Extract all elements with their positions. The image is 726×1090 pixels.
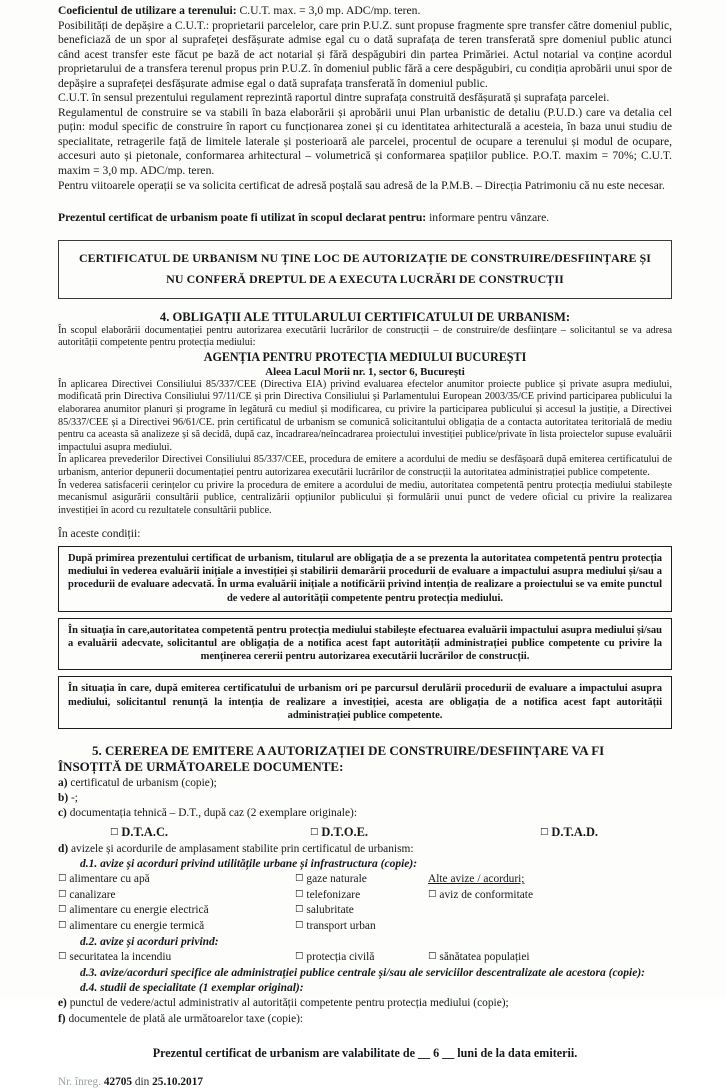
doc-item-d4-title: d.4. studii de specialitate (1 exemplar original): xyxy=(80,981,304,994)
registration-mid: din xyxy=(134,1075,150,1088)
dt-option-dtad-label: D.T.A.D. xyxy=(551,824,598,839)
checkbox-label: protecția civilă xyxy=(306,950,375,963)
checkbox-icon[interactable]: ☐ xyxy=(58,873,67,885)
doc-item-d1-title: d.1. avize și acorduri privind utilitățile urbane și infrastructura (copie): xyxy=(80,857,418,870)
checkbox-item-salubritate[interactable] xyxy=(295,903,428,919)
registration-prefix: Nr. înreg. xyxy=(58,1075,101,1088)
checkbox-label: gaze naturale xyxy=(306,873,367,886)
d2-checkbox-grid xyxy=(58,950,672,966)
doc-item-f-text: documentele de plată ale următoarelor taxe (copie): xyxy=(65,1012,304,1025)
condition-box-1-text: După primirea prezentului certificat de urbanism, titularul are obligația de a se prezenta la autoritatea competentă pentru protecția mediului în vederea evaluării inițiale a investiției și stabilirii demarării procedurii de evaluare a impactului asupra mediului și/sau a procedurii de evaluare adecvată. În urma evaluării inițiale a notificării privind intenția de realizare a proiectului se va emite punctul de vedere al autorității competente pentru protecția mediului. xyxy=(68,552,662,604)
paragraph-depasire-cut: Posibilități de depășire a C.U.T.: proprietarii parcelelor, care prin P.U.Z. sunt propuse fragmente spre transfer către domeniul public, beneficiază de un spor al suprafeței desfășurate admise egal cu o dată suprafața de teren transferată spre domeniul public atunci când acest transfer este făcut pe bază de act notarial și fără despăgubiri din partea Primăriei. Actul notarial va conține acordul proprietarului de a transfera terenul propus prin P.U.Z. în domeniul public fără a cere despăgubiri, cu condiția aprobării unui spor de depășire a suprafeței desfășurate admise egal o dată suprafața transferată în domeniul public. xyxy=(58,18,672,90)
condition-box-2 xyxy=(58,618,672,671)
doc-item-d3-title: d.3. avize/acorduri specifice ale administrației publice centrale și/sau ale serviciilor descentralizate ale acestora (copie): xyxy=(80,966,646,979)
checkbox-item-protectia-civila[interactable] xyxy=(295,950,428,966)
dt-option-dtac-label: D.T.A.C. xyxy=(121,824,168,839)
checkbox-item-securitate-incendiu[interactable] xyxy=(58,950,295,966)
checkbox-icon[interactable]: ☐ xyxy=(295,888,304,900)
checkbox-item-gaze-naturale[interactable] xyxy=(295,872,428,888)
validity-line xyxy=(58,1045,672,1061)
doc-item-c-label: c) xyxy=(58,807,67,820)
doc-item-d3-title-wrap xyxy=(58,966,672,981)
agency-address: Aleea Lacul Morii nr. 1, sector 6, București xyxy=(265,365,465,378)
doc-item-c xyxy=(58,806,672,821)
doc-item-e xyxy=(58,996,672,1011)
validity-prefix: Prezentul certificat de urbanism are valabilitate de __ xyxy=(152,1045,431,1060)
checkbox-icon[interactable]: ☐ xyxy=(428,888,437,900)
notice-line-1: CERTIFICATUL DE URBANISM NU ȚINE LOC DE AUTORIZAȚIE DE CONSTRUIRE/DESFIINȚARE ȘI xyxy=(78,250,652,265)
checkbox-icon[interactable]: ☐ xyxy=(58,904,67,916)
checkbox-item-alimentare-apa[interactable] xyxy=(58,872,295,888)
dt-options-row xyxy=(58,823,672,841)
doc-item-d2-title-wrap xyxy=(58,935,672,950)
scop-declarat-line xyxy=(58,211,672,226)
section-4-intro: În scopul elaborării documentației pentru autorizarea executării lucrărilor de construcții – de construire/de desființare – solicitantul se va adresa autorității competente pentru protecția mediului: xyxy=(58,324,672,349)
paragraph-directive-2: În aplicarea prevederilor Directivei Consiliului 85/337/CEE, procedura de emitere a acordului de mediu se desfășoară după emiterea certificatului de urbanism, anterior depunerii documentației pentru autorizarea executării lucrărilor de construcții la autoritatea administrației publice competente. xyxy=(58,454,672,478)
dt-option-dtoe[interactable] xyxy=(310,823,540,841)
document-content xyxy=(58,4,672,1090)
checkbox-icon[interactable]: ☐ xyxy=(110,826,119,838)
doc-item-b xyxy=(58,791,672,806)
checkbox-item-energie-electrica[interactable] xyxy=(58,903,295,919)
checkbox-label: transport urban xyxy=(306,919,376,932)
checkbox-label: sănătatea populației xyxy=(439,950,530,963)
notice-line-2: NU CONFERĂ DREPTUL DE A EXECUTA LUCRĂRI DE CONSTRUCȚII xyxy=(166,271,564,286)
d2-column-1 xyxy=(58,950,295,966)
d1-column-3 xyxy=(428,872,628,934)
in-aceste-conditii-label: În aceste condiții: xyxy=(58,527,141,541)
doc-item-e-label: e) xyxy=(58,997,67,1010)
checkbox-label: canalizare xyxy=(69,888,116,901)
checkbox-item-energie-termica[interactable] xyxy=(58,919,295,935)
d1-column-1 xyxy=(58,872,295,934)
paragraph-regulament-construire: Regulamentul de construire se va stabili în baza elaborării și aprobării unui Plan urbanistic de detaliu (P.U.D.) care va detalia cel puțin: modul specific de construire în raport cu funcționarea zonei și cu identitatea arhitecturală a acesteia, în baza unui studiu de specialitate, retragerile față de limitele laterale și posterioară ale parcelei, procentul de ocupare a terenului și modul de ocupare, accesuri auto și pietonale, conformarea arhitectural – volumetrică și conformarea spațiilor publice. P.O.T. maxim = 70%; C.U.T. maxim = 3,0 mp. ADC/mp. teren. xyxy=(58,105,672,178)
section-5-title-line-2: ÎNSOȚITĂ DE URMĂTOARELE DOCUMENTE: xyxy=(58,759,344,775)
checkbox-label: alimentare cu apă xyxy=(69,873,150,886)
notice-box xyxy=(58,240,672,299)
checkbox-item-aviz-conformitate[interactable] xyxy=(428,888,628,904)
doc-item-d1-title-wrap xyxy=(58,857,672,872)
checkbox-item-canalizare[interactable] xyxy=(58,888,295,904)
section-4-title: 4. OBLIGAȚII ALE TITULARULUI CERTIFICATULUI DE URBANISM: xyxy=(159,309,571,324)
checkbox-label: salubritate xyxy=(306,904,354,917)
doc-item-d2-title: d.2. avize și acorduri privind: xyxy=(80,935,219,948)
agency-name: AGENȚIA PENTRU PROTECȚIA MEDIULUI BUCUREȘTI xyxy=(203,349,527,364)
checkbox-icon[interactable]: ☐ xyxy=(428,950,437,962)
condition-box-3 xyxy=(58,676,672,729)
checkbox-label: aviz de conformitate xyxy=(439,888,534,901)
doc-item-d-text: avizele și acordurile de amplasament stabilite prin certificatul de urbanism: xyxy=(68,842,414,855)
doc-item-e-text: punctul de vedere/actul administrativ al autorității competente pentru protecția mediului (copie); xyxy=(66,997,509,1010)
condition-box-2-text: În situația în care,autoritatea competentă pentru protecția mediului stabilește efectuarea evaluării impactului asupra mediului și/sau a evaluării adecvate, solicitantul are obligația de a notifica acest fapt autorității administrației publice competente cu privire la menținerea cererii pentru autorizarea executării lucrărilor de construcții. xyxy=(68,624,662,663)
checkbox-label: alimentare cu energie electrică xyxy=(69,904,209,917)
scop-declarat-label: Prezentul certificat de urbanism poate fi utilizat în scopul declarat pentru: xyxy=(58,211,427,225)
validity-months: 6 xyxy=(433,1045,440,1060)
checkbox-icon[interactable]: ☐ xyxy=(540,826,549,838)
checkbox-icon[interactable]: ☐ xyxy=(295,904,304,916)
cut-value: C.U.T. max. = 3,0 mp. ADC/mp. teren. xyxy=(236,4,421,17)
checkbox-icon[interactable]: ☐ xyxy=(310,826,319,838)
dt-option-dtad[interactable] xyxy=(540,823,670,841)
scop-declarat-value: informare pentru vânzare. xyxy=(426,211,550,225)
doc-item-b-text: -; xyxy=(68,792,78,805)
alte-avize-heading: Alte avize / acorduri; xyxy=(428,873,525,886)
condition-box-1 xyxy=(58,546,672,612)
checkbox-icon[interactable]: ☐ xyxy=(295,919,304,931)
checkbox-label: securitatea la incendiu xyxy=(69,950,172,963)
registration-date: 25.10.2017 xyxy=(152,1075,203,1088)
doc-item-f xyxy=(58,1012,672,1027)
checkbox-icon[interactable]: ☐ xyxy=(295,873,304,885)
doc-item-b-label: b) xyxy=(58,792,69,805)
section-5-title-line-1: 5. CEREREA DE EMITERE A AUTORIZAȚIEI DE CONSTRUIRE/DESFIINȚARE VA FI xyxy=(92,742,605,758)
doc-item-a xyxy=(58,776,672,791)
paragraph-cut xyxy=(58,4,672,19)
d1-column-2 xyxy=(295,872,428,934)
paragraph-directive-3: În vederea satisfacerii cerințelor cu privire la procedura de emitere a acordului de mediu, autoritatea competentă pentru protecția mediului stabilește mecanismul asigurării consultării publice, centralizării opțiunilor publicului și formulării unui punct de vedere oficial cu privire la realizarea investiției în acord cu rezultatele consultării publice. xyxy=(58,479,672,516)
doc-item-c-text: documentația tehnică – D.T., după caz (2 exemplare originale): xyxy=(66,807,357,820)
checkbox-icon[interactable]: ☐ xyxy=(58,950,67,962)
registration-line xyxy=(58,1075,672,1090)
checkbox-label: alimentare cu energie termică xyxy=(69,919,205,932)
checkbox-icon[interactable]: ☐ xyxy=(58,919,67,931)
doc-item-d-label: d) xyxy=(58,842,69,855)
checkbox-item-sanatatea-populatiei[interactable] xyxy=(428,950,628,966)
checkbox-icon[interactable]: ☐ xyxy=(58,888,67,900)
paragraph-cut-sens: C.U.T. în sensul prezentului regulament reprezintă raportul dintre suprafața construită desfășurată și suprafața parcelei. xyxy=(58,91,610,105)
d2-column-2 xyxy=(295,950,428,966)
dt-option-dtac[interactable] xyxy=(58,823,310,841)
paragraph-directive-1: În aplicarea Directivei Consiliului 85/337/CEE (Directiva EIA) privind evaluarea efectelor anumitor proiecte publice și private asupra mediului, modificată prin Directiva Consiliului 97/11/CE și prin Directiva Consiliului și Parlamentului European 2003/35/CE privind participarea publicului la elaborarea anumitor planuri și programe în legătură cu mediul și modificarea, cu privire la participarea publicului și accesul la justiție, a Directivei 85/337/CEE și a Directivei 96/61/CE. prin certificatul de urbanism se comunică solicitantului obligația de a contacta autoritatea teritorială de mediu pentru ca aceasta să analizeze și să decidă, după caz, încadrarea/neîncadrarea proiectului investiției publice/private în lista proiectelor supuse evaluării impactului asupra mediului. xyxy=(58,378,672,453)
checkbox-icon[interactable]: ☐ xyxy=(295,950,304,962)
cut-label: Coeficientul de utilizare a terenului: xyxy=(58,4,237,17)
dt-option-dtoe-label: D.T.O.E. xyxy=(321,824,368,839)
paragraph-viitoare-operatii: Pentru viitoarele operații se va solicita certificat de adresă poștală sau adresă de la P.M.B. – Direcția Patrimoniu că nu este necesar. xyxy=(58,178,665,192)
validity-suffix: __ luni de la data emiterii. xyxy=(442,1045,578,1060)
section-5-title xyxy=(58,743,672,760)
d1-checkbox-grid xyxy=(58,872,672,934)
doc-item-a-text: certificatul de urbanism (copie); xyxy=(67,776,217,789)
d2-column-3 xyxy=(428,950,628,966)
doc-item-d xyxy=(58,842,672,857)
doc-item-f-label: f) xyxy=(58,1012,66,1025)
checkbox-label: telefonizare xyxy=(306,888,361,901)
condition-box-3-text: În situația în care, după emiterea certificatului de urbanism ori pe parcursul derulării procedurii de evaluare a impactului asupra mediului, solicitantul renunță la intenția de realizare a investiției, acesta are obligația de a notifica acest fapt autorității administrației publice competente. xyxy=(68,683,662,721)
registration-number: 42705 xyxy=(103,1075,133,1088)
checkbox-item-telefonizare[interactable] xyxy=(295,888,428,904)
section-5-title-line-2-wrap xyxy=(58,759,672,776)
checkbox-item-transport-urban[interactable] xyxy=(295,919,428,935)
doc-item-d4-title-wrap xyxy=(58,981,672,996)
doc-item-a-label: a) xyxy=(58,776,68,789)
